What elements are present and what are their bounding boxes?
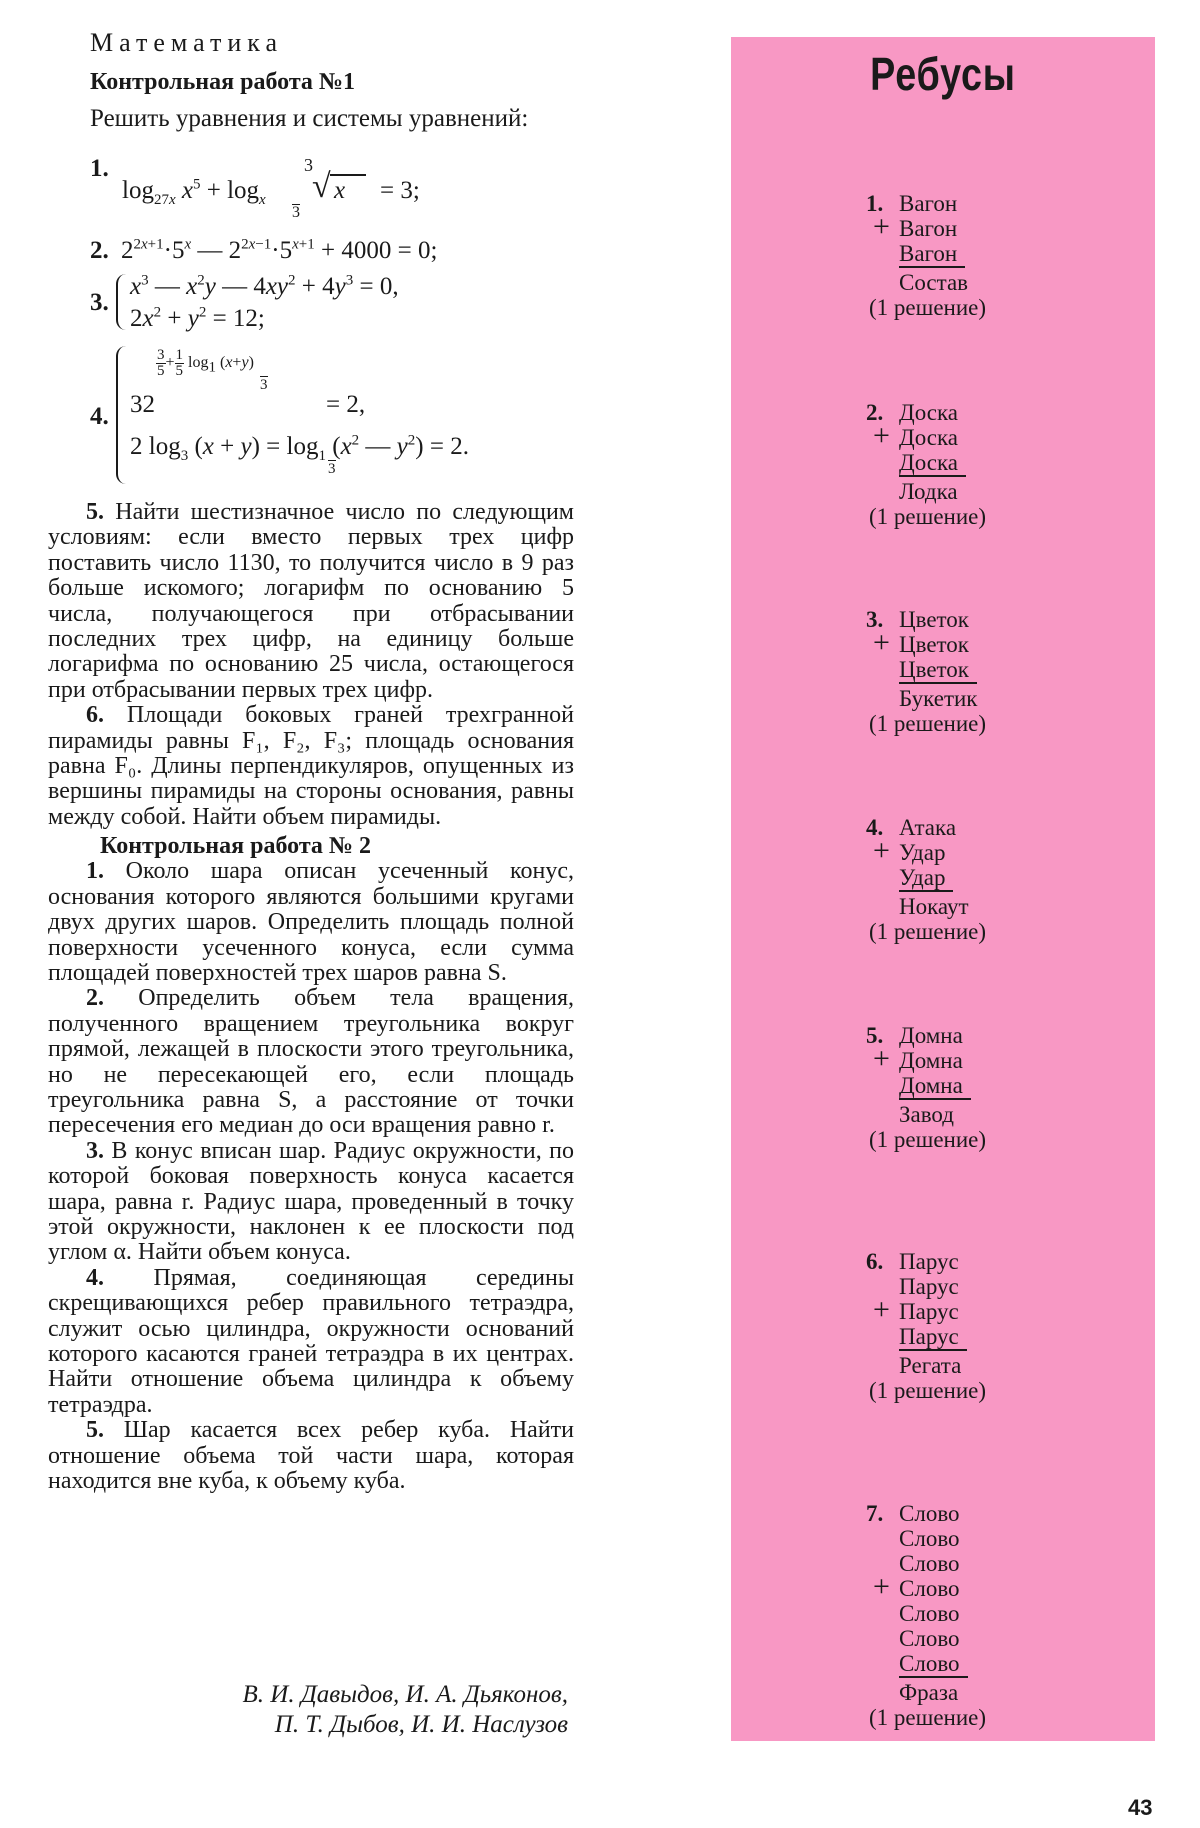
rebus-note: (1 решение) [869, 1378, 987, 1403]
rebus-term: Вагон [899, 191, 958, 216]
rebus-term: Слово [899, 1551, 960, 1576]
rebus-sum [873, 1249, 1009, 1378]
equation-2: 2. $2^{2x+1}\cdot 5^x$ — $2^{2x-1}\cdot 5^{x+1} + 4000 = 0$; [90, 236, 438, 264]
problem-paragraph [48, 1266, 574, 1418]
problem-text: В конус вписан шар. Радиус окружности, по которой боковая поверхность конуса касается шара, равна r. Радиус шара, проведенный в точку этой окружности, наклонен к ее плоскости под углом α. Найти объем конуса. [48, 1137, 575, 1266]
problem-number: 5. [86, 1417, 104, 1444]
rebus-term: Атака [899, 815, 957, 840]
problem-paragraph [48, 500, 574, 703]
problem-text: Шар касается всех ребер куба. Найти отношение объема той части шара, которая находится вне куба, к объему куба. [48, 1417, 575, 1495]
rebus-sum [873, 1023, 1009, 1127]
rebus-term: Доска [899, 400, 959, 425]
rebus-term: Вагон [899, 241, 1009, 266]
rebus-number: 2. [866, 400, 884, 425]
rebus-term: + Парус [873, 1293, 959, 1326]
equation-1: 1. $\log_{27x} x^5 + \log_x$ 3 √ x = 3; 3 [90, 155, 420, 221]
problem-paragraph [48, 859, 574, 986]
rebus-sum [873, 815, 1009, 919]
rebus-result: Завод [899, 1102, 954, 1127]
problem-paragraph [48, 986, 574, 1138]
rebus-sum [873, 1501, 1009, 1705]
equation-3: 3. $x^3$ — $x^2y$ — $4xy^2 + 4y^3 = 0$, $2x^2 + y^2 = 12$; [90, 272, 399, 332]
rebus-term: Цветок [899, 607, 969, 632]
equation-number: 3. [90, 289, 109, 316]
rebus-term: Слово [899, 1626, 960, 1651]
work1-problems [48, 500, 574, 830]
rebus-result: Регата [899, 1353, 962, 1378]
rebus-term: Парус [899, 1249, 959, 1274]
rebus-term: + Удар [873, 834, 946, 867]
rebus-term: + Доска [873, 419, 959, 452]
work2-title: Контрольная работа № 2 [100, 833, 372, 860]
problem-number: 2. [86, 985, 104, 1012]
rebus-number: 1. [866, 191, 884, 216]
rebus-note: (1 решение) [869, 1127, 987, 1152]
rebus-number: 3. [866, 607, 884, 632]
rebus-term: Парус [899, 1274, 959, 1299]
rebus-term: + Домна [873, 1042, 963, 1075]
authors [48, 1680, 570, 1740]
problem-text: Площади боковых граней трехгранной пирамиды равны F₁, F₂, F₃; площадь основания равна F₀. Длины перпендикуляров, опущенных из вершины пирамиды на стороны основания, равны между собой. Найти объем пирамиды. [48, 702, 574, 830]
problem-number: 5. [86, 499, 104, 525]
equation-number: 2. [90, 237, 109, 264]
rebus-term: + Вагон [873, 210, 958, 243]
rebus-sum [873, 607, 1009, 711]
rebus-result: Нокаут [899, 894, 969, 919]
problem-paragraph [48, 1139, 574, 1266]
plus-sign: + [873, 834, 890, 867]
rebus-term: Парус [899, 1324, 1009, 1349]
rebus-result: Фраза [899, 1680, 959, 1705]
rebus-sum [873, 400, 1009, 504]
rebus-number: 5. [866, 1023, 884, 1048]
rebus-result: Букетик [899, 686, 978, 711]
problem-number: 1. [86, 858, 104, 885]
rebus-term: Цветок [899, 657, 1009, 682]
rebus-note: (1 решение) [869, 919, 987, 944]
rebus-term: Слово [899, 1651, 1009, 1676]
problem-text: Найти шестизначное число по следующим условиям: если вместо первых трех цифр поставить число 1130, то получится число в 9 раз больше искомого; логарифм по основанию 5 числа, получающегося при отбрасывании последних трех цифр, на единицу больше логарифма по основанию 25 числа, остающегося при отбрасывании первых трех цифр. [48, 499, 574, 703]
rebus-term: Домна [899, 1023, 963, 1048]
rebus-term: Удар [899, 865, 1009, 890]
equation-4: 4. $\frac{3}{5}$ + $\frac{1}{5}$ $\log_1 (x+y)$ 3 32 = 2, 2 $\log_3 (x + y) = \log_1 (x^2$ — $y^2) = 2$. 3 [90, 346, 574, 486]
problem-text: Около шара описан усеченный конус, основания которого являются большими кругами двух других шаров. Определить площадь полной поверхности усеченного конуса, если сумма площадей поверхностей трех шаров равна S. [48, 858, 574, 986]
work1-intro: Решить уравнения и системы уравнений: [90, 105, 529, 132]
rebus-result: Лодка [899, 479, 958, 504]
rebus-number: 4. [866, 815, 884, 840]
rebus-term: + Цветок [873, 626, 969, 659]
problem-number: 6. [86, 702, 104, 729]
rebus-note: (1 решение) [869, 711, 987, 736]
plus-sign: + [873, 626, 890, 659]
authors-line-2: П. Т. Дыбов, И. И. Наслузов [274, 1711, 568, 1738]
problem-text: Определить объем тела вращения, полученного вращением треугольника вокруг прямой, лежащей в плоскости этого треугольника, но не пересекающей его, если площадь треугольника равна S, а расстояние от точки пересечения его медиан до оси вращения равно r. [48, 985, 575, 1139]
problem-text: Прямая, соединяющая середины скрещивающихся ребер правильного тетраэдра, служит осью цилиндра, окружности оснований которого касаются граней тетраэдра в их центрах. Найти отношение объема цилиндра к объему тетраэдра. [48, 1264, 574, 1418]
plus-sign: + [873, 419, 890, 452]
math-column [48, 28, 574, 1494]
rebus-term: + Слово [873, 1570, 960, 1603]
rebus-panel [731, 37, 1155, 1741]
rebus-note: (1 решение) [869, 1705, 987, 1730]
rebus-term: Слово [899, 1601, 960, 1626]
rebus-number: 7. [866, 1501, 884, 1526]
rebus-title: Ребусы [870, 48, 1016, 100]
work2-problems [48, 859, 574, 1494]
rebus-term: Слово [899, 1526, 960, 1551]
rebus-result: Состав [899, 270, 969, 295]
problem-number: 4. [86, 1264, 104, 1291]
rebus-note: (1 решение) [869, 295, 987, 320]
rebus-note: (1 решение) [869, 504, 987, 529]
page-number: 43 [1128, 1795, 1153, 1820]
work1-title: Контрольная работа №1 [90, 69, 356, 95]
problem-paragraph [48, 1418, 574, 1494]
problem-number: 3. [86, 1137, 104, 1164]
plus-sign: + [873, 1570, 890, 1603]
authors-line-1: В. И. Давыдов, И. А. Дьяконов, [242, 1681, 568, 1708]
plus-sign: + [873, 1042, 890, 1075]
rebus-sum [873, 191, 1009, 295]
plus-sign: + [873, 1293, 890, 1326]
equation-number: 4. [90, 403, 109, 430]
rebus-term: Доска [899, 450, 1009, 475]
equation-number: 1. [90, 155, 109, 182]
section-label: Математика [90, 28, 284, 57]
problem-paragraph [48, 703, 574, 830]
rebus-term: Домна [899, 1073, 1009, 1098]
rebus-number: 6. [866, 1249, 884, 1274]
plus-sign: + [873, 210, 890, 243]
rebus-term: Слово [899, 1501, 960, 1526]
